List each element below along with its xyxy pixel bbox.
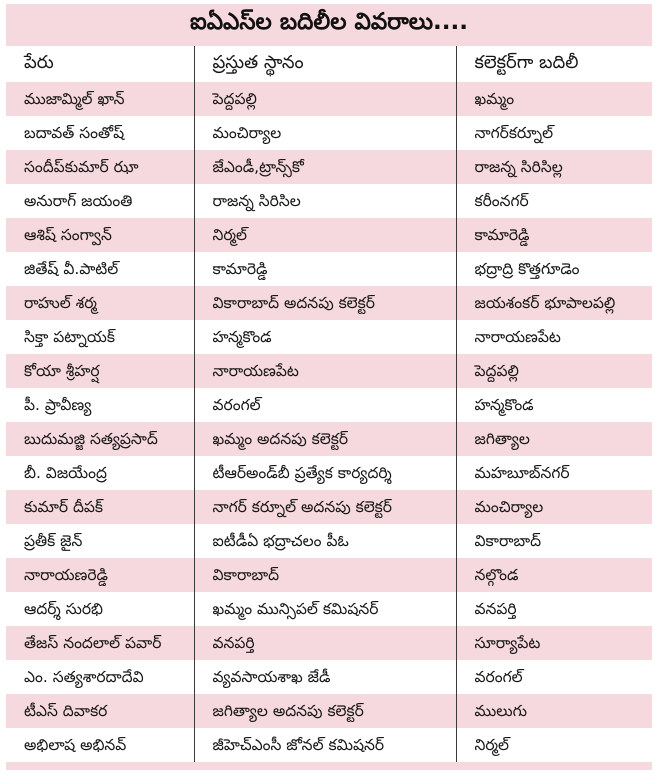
- cell-name: సిక్తా పట్నాయక్: [6, 320, 194, 354]
- table-row: [6, 252, 652, 286]
- cell-current-post: జీహెచ్ఎంసీ జోనల్ కమిషనర్: [194, 728, 456, 762]
- cell-current-post: వికారాబాద్: [194, 558, 456, 592]
- cell-new-post: నిర్మల్: [456, 728, 652, 762]
- table-row: [6, 728, 652, 762]
- table-row: [6, 116, 652, 150]
- cell-new-post: కామారెడ్డి: [456, 218, 652, 252]
- cell-new-post: హన్మకొండ: [456, 388, 652, 422]
- cell-current-post: వనపర్తి: [194, 626, 456, 660]
- cell-name: పీ. ప్రావీణ్య: [6, 388, 194, 422]
- table-row: [6, 490, 652, 524]
- transfer-table-panel: [6, 4, 652, 770]
- table-row: [6, 388, 652, 422]
- cell-current-post: టీఆర్అండ్‌బీ ప్రత్యేక కార్యదర్శి: [194, 456, 456, 490]
- cell-name: టీఎస్ దివాకర: [6, 694, 194, 728]
- cell-name: ఆశిష్ సంగ్వాన్: [6, 218, 194, 252]
- cell-new-post: ములుగు: [456, 694, 652, 728]
- table-row: [6, 558, 652, 592]
- cell-name: కోయా శ్రీహర్ష: [6, 354, 194, 388]
- cell-name: ముజామ్మిల్ ఖాన్: [6, 82, 194, 116]
- cell-new-post: నారాయణపేట: [456, 320, 652, 354]
- table-row: [6, 184, 652, 218]
- cell-new-post: పెద్దపల్లి: [456, 354, 652, 388]
- cell-name: జితేష్ వీ.పాటిల్: [6, 252, 194, 286]
- cell-current-post: వికారాబాద్ అదనపు కలెక్టర్: [194, 286, 456, 320]
- cell-name: తేజస్ నందలాల్ పవార్: [6, 626, 194, 660]
- cell-current-post: జగిత్యాల అదనపు కలెక్టర్: [194, 694, 456, 728]
- table-row: [6, 150, 652, 184]
- cell-current-post: రాజన్న సిరిసిల: [194, 184, 456, 218]
- cell-new-post: జయశంకర్ భూపాలపల్లి: [456, 286, 652, 320]
- header-current-post: ప్రస్తుత స్థానం: [194, 46, 456, 82]
- table-row: [6, 218, 652, 252]
- cell-new-post: కరీంనగర్: [456, 184, 652, 218]
- cell-new-post: జగిత్యాల: [456, 422, 652, 456]
- cell-current-post: ఐటీడీఏ భద్రాచలం పీఓ: [194, 524, 456, 558]
- cell-name: కుమార్ దీపక్: [6, 490, 194, 524]
- cell-new-post: రాజన్న సిరిసిల్ల: [456, 150, 652, 184]
- table-row: [6, 456, 652, 490]
- cell-current-post: నారాయణపేట: [194, 354, 456, 388]
- cell-new-post: వరంగల్: [456, 660, 652, 694]
- page-title: ఐఏఎస్‌ల బదిలీల వివరాలు....: [6, 4, 652, 46]
- cell-new-post: వనపర్తి: [456, 592, 652, 626]
- cell-name: ఆదర్శ్ సురభి: [6, 592, 194, 626]
- cell-new-post: ఖమ్మం: [456, 82, 652, 116]
- cell-current-post: నాగర్ కర్నూల్ అదనపు కలెక్టర్: [194, 490, 456, 524]
- cell-current-post: కామారెడ్డి: [194, 252, 456, 286]
- cell-name: అనురాగ్ జయంతి: [6, 184, 194, 218]
- cell-current-post: పెద్దపల్లి: [194, 82, 456, 116]
- cell-new-post: భద్రాద్రి కొత్తగూడెం: [456, 252, 652, 286]
- transfer-table: [6, 46, 652, 762]
- cell-new-post: మహబూబ్‌నగర్: [456, 456, 652, 490]
- cell-name: రాహుల్ శర్మ: [6, 286, 194, 320]
- table-row: [6, 694, 652, 728]
- cell-name: నారాయణరెడ్డి: [6, 558, 194, 592]
- cell-new-post: వికారాబాద్: [456, 524, 652, 558]
- cell-name: ఎం. సత్యశారదాదేవి: [6, 660, 194, 694]
- cell-current-post: జేఎండీ,ట్రాన్స్‌కో: [194, 150, 456, 184]
- table-row: [6, 592, 652, 626]
- cell-new-post: నాగర్‌కర్నూల్: [456, 116, 652, 150]
- header-name: పేరు: [6, 46, 194, 82]
- cell-name: బీ. విజయేంద్ర: [6, 456, 194, 490]
- table-row: [6, 524, 652, 558]
- cell-name: అభిలాష అభినవ్: [6, 728, 194, 762]
- cell-name: బదావత్ సంతోష్: [6, 116, 194, 150]
- cell-current-post: మంచిర్యాల: [194, 116, 456, 150]
- table-row: [6, 626, 652, 660]
- header-transferred-as-collector: కలెక్టర్‌గా బదిలీ: [456, 46, 652, 82]
- table-row: [6, 286, 652, 320]
- table-row: [6, 422, 652, 456]
- table-row: [6, 320, 652, 354]
- cell-current-post: నిర్మల్: [194, 218, 456, 252]
- cell-current-post: ఖమ్మం అదనపు కలెక్టర్: [194, 422, 456, 456]
- cell-name: బుదుమజ్జి సత్యప్రసాద్: [6, 422, 194, 456]
- table-row: [6, 354, 652, 388]
- table-header-row: [6, 46, 652, 82]
- cell-new-post: సూర్యాపేట: [456, 626, 652, 660]
- cell-new-post: మంచిర్యాల: [456, 490, 652, 524]
- cell-name: సందీప్‌కుమార్ ఝా: [6, 150, 194, 184]
- table-row: [6, 660, 652, 694]
- cell-current-post: ఖమ్మం మున్సిపల్ కమిషనర్: [194, 592, 456, 626]
- cell-current-post: హన్మకొండ: [194, 320, 456, 354]
- cell-current-post: వరంగల్: [194, 388, 456, 422]
- cell-new-post: నల్గొండ: [456, 558, 652, 592]
- cell-current-post: వ్యవసాయశాఖ జేడీ: [194, 660, 456, 694]
- cell-name: ప్రతీక్ జైన్: [6, 524, 194, 558]
- table-row: [6, 82, 652, 116]
